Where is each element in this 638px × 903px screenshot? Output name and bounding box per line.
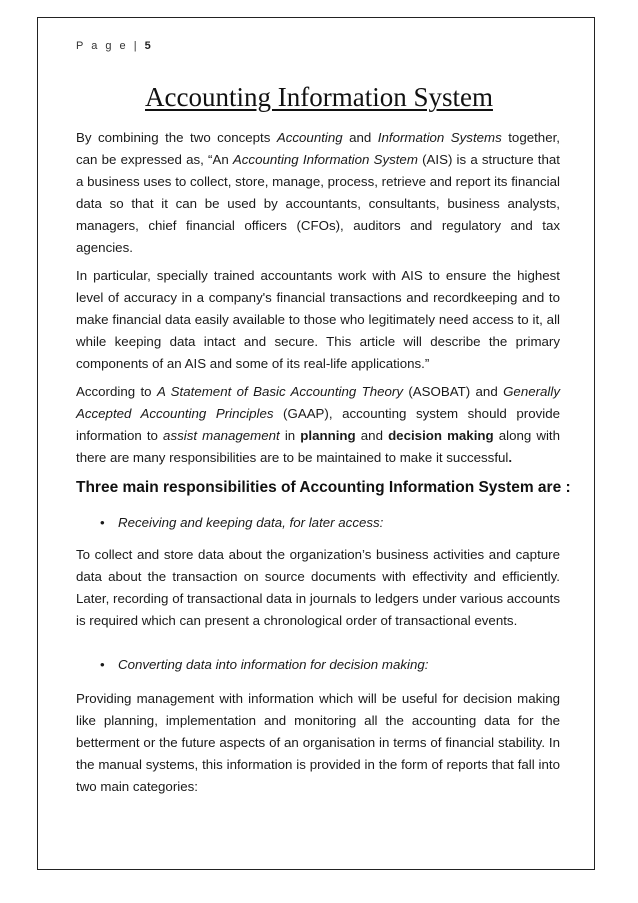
bullet-item-converting: • Converting data into information for decision making:	[100, 657, 429, 672]
section-heading: Three main responsibilities of Accounting Information System are :	[76, 479, 571, 496]
paragraph-collect-store: To collect and store data about the organization’s business activities and capture data about the transaction on source documents with effectivity and efficiently. Later, recording of transactional data in journals to ledgers under various accounts is required which can present a chronological order of transactional events.	[76, 547, 560, 628]
paragraph-ais-accountants: In particular, specially trained accountants work with AIS to ensure the highest level of accuracy in a company's financial transactions and recordkeeping and to make financial data easily available to those who legitimately need access to it, all while keeping data intact and secure. This article will describe the primary components of an AIS and some of its real-life applications.”	[76, 268, 560, 371]
paragraph-asobat: According to A Statement of Basic Accounting Theory (ASOBAT) and Generally Accepted Accounting Principles (GAAP), accounting system should provide information to assist management in planning and decision making along with there are many responsibilities are to be maintained to make it successful.	[76, 384, 561, 465]
page-number	[76, 40, 151, 52]
paragraph-intro: By combining the two concepts Accounting and Information Systems together, can be expressed as, “An Accounting Information System (AIS) is a structure that a business uses to collect, store, manage, process, retrieve and report its financial data so that it can be used by accountants, consultants, business analysts, managers, chief financial officers (CFOs), auditors and regulatory and tax agencies.	[76, 130, 560, 255]
bullet-dot-icon: •	[100, 657, 105, 672]
page-title: Accounting Information System	[145, 82, 493, 112]
page-label: P a g e	[76, 40, 129, 52]
paragraph-providing-management: Providing management with information which will be useful for decision making like planning, implementation and monitoring all the accounting data for the betterment or the future aspects of an organisation in terms of financial stability. In the manual systems, this information is provided in the form of reports that fall into two main categories:	[76, 691, 560, 794]
bullet-item-receiving: • Receiving and keeping data, for later access:	[100, 515, 384, 530]
page-number-value: 5	[144, 40, 151, 52]
page-separator: |	[133, 40, 140, 52]
bullet-dot-icon: •	[100, 515, 105, 530]
